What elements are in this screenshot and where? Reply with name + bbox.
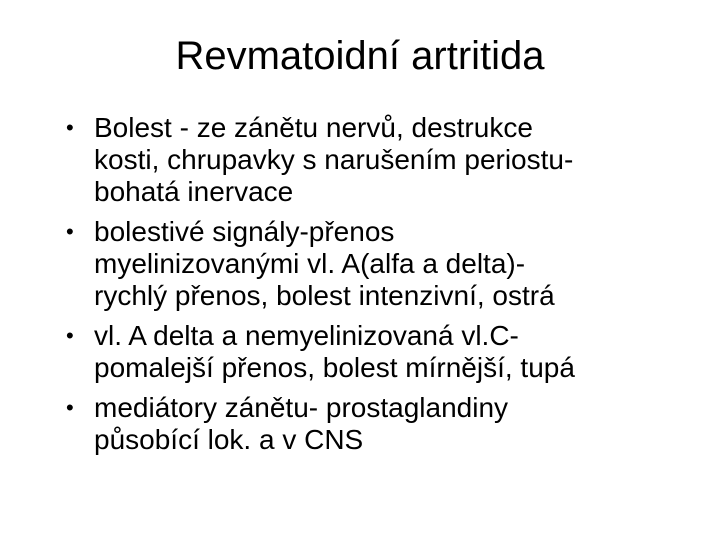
bullet-item: [60, 392, 700, 456]
bullet-line: kosti, chrupavky s narušením periostu-: [94, 144, 574, 175]
bullet-dot-icon: •: [66, 219, 74, 244]
bullet-line: mediátory zánětu- prostaglandiny: [94, 392, 509, 423]
bullet-line: bohatá inervace: [94, 176, 294, 207]
bullet-dot-icon: •: [66, 323, 74, 348]
bullet-line: Bolest - ze zánětu nervů, destrukce: [94, 112, 533, 143]
bullet-item: [60, 216, 700, 312]
bullet-line: rychlý přenos, bolest intenzivní, ostrá: [94, 280, 555, 311]
bullet-line: myelinizovanými vl. A(alfa a delta)-: [94, 248, 526, 279]
bullet-line: pomalejší přenos, bolest mírnější, tupá: [94, 352, 575, 383]
bullet-dot-icon: •: [66, 395, 74, 420]
bullet-line: vl. A delta a nemyelinizovaná vl.C-: [94, 320, 519, 351]
bullet-item: [60, 320, 700, 384]
bullet-line: působící lok. a v CNS: [94, 424, 364, 455]
bullet-list: [60, 112, 700, 464]
bullet-line: bolestivé signály-přenos: [94, 216, 395, 247]
bullet-item: [60, 112, 700, 208]
bullet-dot-icon: •: [66, 115, 74, 140]
slide-title: Revmatoidní artritida: [175, 34, 545, 78]
